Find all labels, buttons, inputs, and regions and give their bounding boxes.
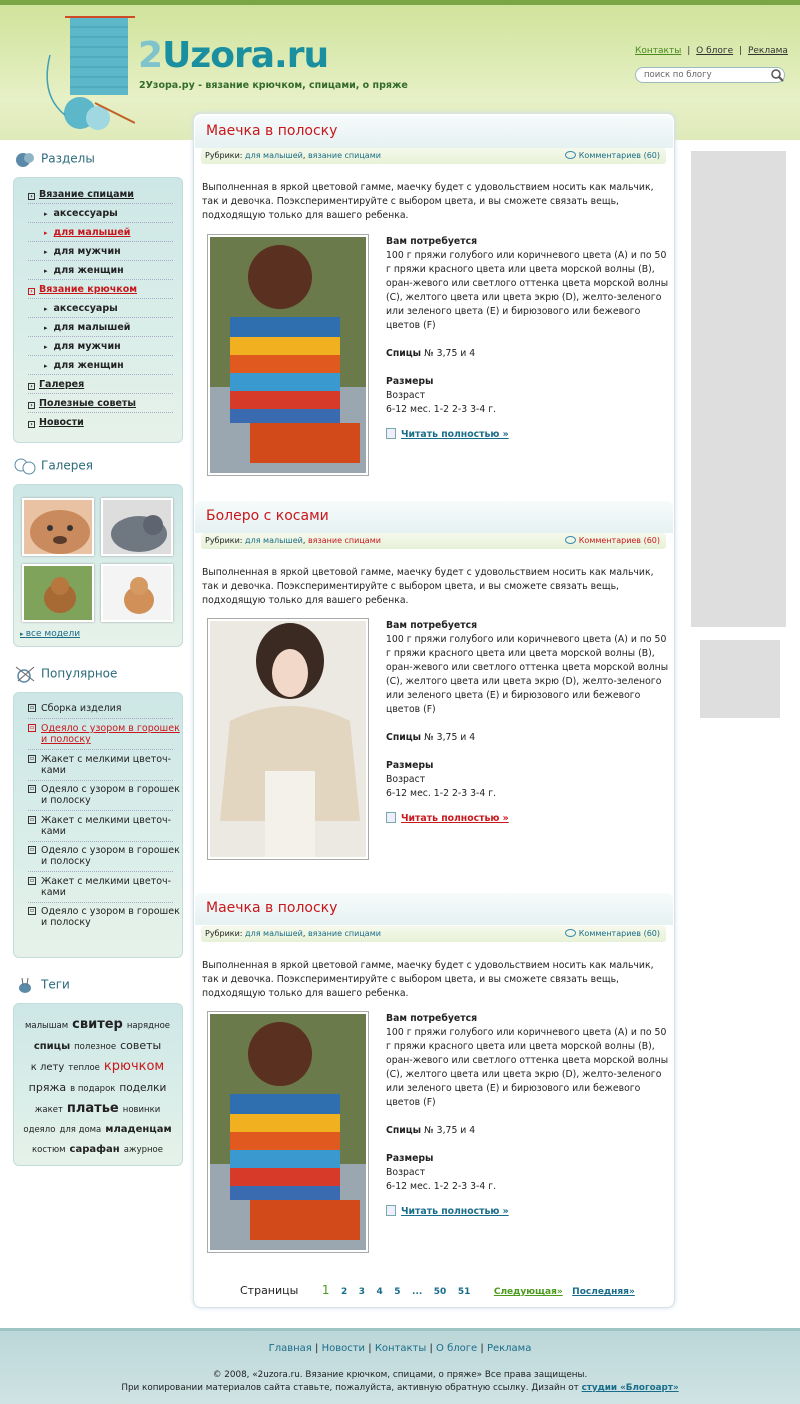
document-icon <box>386 428 396 439</box>
copy-notice: При копировании материалов сайта ставьте, пожалуйста, активную обратную ссылку. Дизайн от <box>121 1383 579 1393</box>
age-label: Возраст <box>386 1167 426 1178</box>
read-more-label: Читать полностью » <box>401 1206 509 1217</box>
post-requirements <box>386 1012 671 1194</box>
footer-link-news[interactable]: Новости <box>321 1343 366 1354</box>
studio-link[interactable]: студии «Блогоарт» <box>581 1383 679 1393</box>
last-page-link[interactable]: Последняя» <box>572 1287 635 1297</box>
sizes-value: 6-12 мес. 1-2 2-3 3-4 г. <box>386 1181 497 1192</box>
contacts-link[interactable]: Контакты <box>635 46 682 56</box>
tag[interactable]: для дома <box>59 1125 102 1135</box>
popular-item[interactable] <box>29 906 186 928</box>
comment-bubble-icon <box>565 151 576 159</box>
top-links <box>635 46 788 56</box>
nav-sub-label: аксессуары <box>53 303 118 314</box>
bolero-photo <box>210 621 366 857</box>
divider <box>28 412 173 413</box>
post-title[interactable]: Болеро с косами <box>206 508 329 524</box>
sizes-title: Размеры <box>386 1153 434 1164</box>
link-separator: | <box>739 46 743 56</box>
post-description: Выполненная в яркой цветовой гамме, маечку будет с удовольствием носить как мальчик, так и девочка. Поэкспериментируйте с выбором цвета, и вы сможете связать вещь, подходящую только для вашего ребенка. <box>202 182 654 221</box>
comment-bubble-icon <box>565 929 576 937</box>
tag[interactable]: спицы <box>33 1041 71 1052</box>
post-image[interactable] <box>207 618 369 860</box>
tag[interactable]: советы <box>120 1039 162 1052</box>
nav-sub-label: для мужчин <box>53 246 121 257</box>
link-separator: | <box>429 1343 433 1354</box>
needles-label: Спицы <box>386 1125 422 1136</box>
read-more-link[interactable] <box>386 428 509 440</box>
arrow-icon: ▸ <box>44 343 48 351</box>
expand-icon: › <box>28 383 35 390</box>
current-page: 1 <box>321 1283 330 1297</box>
tag[interactable]: свитер <box>72 1017 123 1032</box>
divider <box>28 810 173 811</box>
divider <box>28 393 173 394</box>
popular-item-label: Одеяло с узором в горошек и полоску <box>41 845 180 867</box>
divider <box>28 355 173 356</box>
popular-item[interactable] <box>29 784 186 806</box>
sizes-title: Размеры <box>386 760 434 771</box>
nav-knitting-label: Вязание спицами <box>39 189 134 200</box>
tag[interactable]: пряжа <box>28 1081 67 1094</box>
gallery-thumb[interactable] <box>22 564 94 622</box>
arrow-icon: ▸ <box>44 362 48 370</box>
divider <box>28 317 173 318</box>
comments-link[interactable] <box>565 929 660 938</box>
nav-sub-label: аксессуары <box>53 208 118 219</box>
sections-title: Разделы <box>41 151 95 166</box>
nav-news[interactable] <box>28 417 84 428</box>
nav-knitting[interactable] <box>28 189 134 200</box>
arrow-icon: ▸ <box>44 248 48 256</box>
page-link[interactable]: 3 <box>358 1287 365 1297</box>
category-link[interactable]: для малышей <box>245 151 303 160</box>
pagination <box>240 1283 635 1297</box>
popular-item-label: Одеяло с узором в горошек и полоску <box>41 784 180 806</box>
post-categories: Рубрики: для малышей, вязание спицами Комментариев (60) <box>201 926 666 942</box>
site-logo[interactable] <box>138 35 328 76</box>
nav-knitting-accessories[interactable] <box>44 208 118 219</box>
divider <box>28 260 173 261</box>
age-label: Возраст <box>386 390 426 401</box>
gallery-title: Галерея <box>41 458 93 473</box>
arrow-icon: ▸ <box>44 305 48 313</box>
popular-item-label: Одеяло с узором в горошек и полоску <box>41 906 180 928</box>
arrow-icon: ▸ <box>44 229 48 237</box>
link-separator: | <box>480 1343 484 1354</box>
tag[interactable]: крючком <box>103 1059 165 1074</box>
ad-banner[interactable] <box>691 151 786 627</box>
tag[interactable]: малышам <box>24 1021 69 1031</box>
bullet-icon: ▫ <box>29 704 35 711</box>
link-separator: | <box>687 46 691 56</box>
arrow-icon: ▸ <box>44 210 48 218</box>
copyright-text: © 2008, «2uzora.ru. Вязание крючком, спицами, о пряже» Все права защищены. <box>212 1370 588 1380</box>
bullet-icon: ▫ <box>29 907 35 914</box>
comments-label: Комментариев (60) <box>578 929 660 938</box>
sections-heading <box>14 150 95 168</box>
bullet-icon: ▫ <box>29 877 35 884</box>
gallery-thumb[interactable] <box>101 564 173 622</box>
comments-link[interactable] <box>565 151 660 160</box>
divider <box>28 374 173 375</box>
site-footer <box>0 1328 800 1404</box>
tag[interactable]: нарядное <box>126 1021 170 1031</box>
read-more-label: Читать полностью » <box>401 813 509 824</box>
divider <box>28 336 173 337</box>
tag[interactable]: младенцам <box>105 1124 172 1135</box>
popular-title: Популярное <box>41 666 118 681</box>
gallery-thumb[interactable] <box>101 498 173 556</box>
tag[interactable]: сарафан <box>69 1144 120 1155</box>
post-categories: Рубрики: для малышей, вязание спицами Комментариев (60) <box>201 533 666 549</box>
nav-sub-label: для мужчин <box>53 341 121 352</box>
requirements-text: 100 г пряжи голубого или коричневого цвета (А) и по 50 г пряжи красного цвета или цвета морской волны (В), оран-жевого или светлого оттенка цвета морской волны (С), желтого цвета или цвета экрю (D), желто-зеленого или зеленого цвета (Е) и бирюзового или бежевого цветов (F) <box>386 1027 669 1108</box>
expand-icon: › <box>28 402 35 409</box>
page-link[interactable]: 50 <box>433 1287 447 1297</box>
divider <box>28 718 173 719</box>
sizes-value: 6-12 мес. 1-2 2-3 3-4 г. <box>386 788 497 799</box>
category-link[interactable]: вязание спицами <box>307 536 381 545</box>
gallery-all-link[interactable]: ▸ все модели <box>20 629 81 639</box>
needles-label: Спицы <box>386 732 422 743</box>
footer-link-contacts[interactable]: Контакты <box>374 1343 427 1354</box>
requirements-text: 100 г пряжи голубого или коричневого цвета (А) и по 50 г пряжи красного цвета или цвета морской волны (В), оран-жевого или светлого оттенка цвета морской волны (С), желтого цвета или цвета экрю (D), желто-зеленого или зеленого цвета (Е) и бирюзового или бежевого цветов (F) <box>386 634 669 715</box>
bullet-icon: ▫ <box>29 755 35 762</box>
age-label: Возраст <box>386 774 426 785</box>
post-image[interactable] <box>207 234 369 476</box>
post-categories: Рубрики: для малышей, вязание спицами Комментариев (60) <box>201 148 666 164</box>
needles-value: № 3,75 и 4 <box>424 348 476 359</box>
categories-label: Рубрики: <box>205 536 243 545</box>
nav-gallery[interactable] <box>28 379 84 390</box>
about-link[interactable]: О блоге <box>696 46 734 56</box>
divider <box>28 203 173 204</box>
tag[interactable]: теплое <box>68 1063 100 1073</box>
bullet-icon: ▫ <box>29 724 35 731</box>
requirements-title: Вам потребуется <box>386 1013 478 1024</box>
read-more-link[interactable] <box>386 812 509 824</box>
post-description: Выполненная в яркой цветовой гамме, маечку будет с удовольствием носить как мальчик, так и девочка. Поэкспериментируйте с выбором цвета, и вы сможете связать вещь, подходящую только для вашего ребенка. <box>202 960 654 999</box>
sizes-value: 6-12 мес. 1-2 2-3 3-4 г. <box>386 404 497 415</box>
expand-icon: › <box>28 193 35 200</box>
read-more-link[interactable] <box>386 1205 509 1217</box>
category-link[interactable]: вязание спицами <box>307 151 381 160</box>
knitting-logo-icon <box>40 15 135 135</box>
tag[interactable]: новинки <box>122 1105 161 1115</box>
gallery-thumb[interactable] <box>22 498 94 556</box>
tag[interactable]: жакет <box>34 1105 63 1115</box>
footer-link-home[interactable]: Главная <box>268 1343 312 1354</box>
post-title[interactable]: Маечка в полоску <box>206 900 338 916</box>
nav-crochet-women[interactable] <box>44 360 124 371</box>
divider <box>28 298 173 299</box>
sizes-title: Размеры <box>386 376 434 387</box>
link-separator: | <box>315 1343 319 1354</box>
divider <box>28 871 173 872</box>
comments-label: Комментариев (60) <box>578 151 660 160</box>
needles-label: Спицы <box>386 348 422 359</box>
tags-heading <box>14 976 70 994</box>
post-image[interactable] <box>207 1011 369 1253</box>
categories-label: Рубрики: <box>205 929 243 938</box>
site-tagline: 2Узора.ру - вязание крючком, спицами, о пряже <box>139 80 408 91</box>
popular-item-label: Сборка изделия <box>41 703 122 714</box>
post-requirements <box>386 619 671 801</box>
popular-item[interactable] <box>29 845 186 867</box>
nav-gallery-label: Галерея <box>39 379 85 390</box>
pincushion-icon <box>14 976 36 994</box>
tag[interactable]: поделки <box>119 1082 167 1094</box>
divider <box>28 780 173 781</box>
popular-item-label: Одеяло с узором в горошек и полоску <box>41 723 180 745</box>
arrow-icon: ▸ <box>44 324 48 332</box>
footer-nav <box>0 1343 800 1354</box>
tags-title: Теги <box>41 977 70 992</box>
popular-heading <box>14 665 117 683</box>
requirements-title: Вам потребуется <box>386 620 478 631</box>
nav-sub-label: для женщин <box>53 265 124 276</box>
footer-link-ads[interactable]: Реклама <box>486 1343 532 1354</box>
post-description: Выполненная в яркой цветовой гамме, маечку будет с удовольствием носить как мальчик, так и девочка. Поэкспериментируйте с выбором цвета, и вы сможете связать вещь, подходящую только для вашего ребенка. <box>202 567 654 606</box>
divider <box>28 222 173 223</box>
nav-crochet[interactable] <box>28 284 137 295</box>
divider <box>28 841 173 842</box>
document-icon <box>386 1205 396 1216</box>
footer-link-about[interactable]: О блоге <box>436 1343 478 1354</box>
bullet-icon: ▫ <box>29 846 35 853</box>
nav-crochet-label: Вязание крючком <box>39 284 137 295</box>
requirements-text: 100 г пряжи голубого или коричневого цвета (А) и по 50 г пряжи красного цвета или цвета морской волны (В), оран-жевого или светлого оттенка цвета морской волны (С), желтого цвета или цвета экрю (D), желто-зеленого или зеленого цвета (Е) и бирюзового или бежевого цветов (F) <box>386 250 669 331</box>
document-icon <box>386 812 396 823</box>
divider <box>28 241 173 242</box>
copyright <box>0 1369 800 1395</box>
page-link[interactable]: 2 <box>340 1287 348 1297</box>
comment-bubble-icon <box>565 536 576 544</box>
page-link[interactable]: 51 <box>457 1287 471 1297</box>
tag[interactable]: ажурное <box>123 1145 163 1155</box>
search-input[interactable]: поиск по блогу <box>635 67 785 83</box>
yarn-icon <box>14 150 36 168</box>
requirements-title: Вам потребуется <box>386 236 478 247</box>
bullet-icon: ▫ <box>29 785 35 792</box>
category-link[interactable]: вязание спицами <box>307 929 381 938</box>
comments-label: Комментариев (60) <box>578 536 660 545</box>
nav-crochet-kids[interactable] <box>44 322 130 333</box>
popular-item-label: Жакет с мелкими цветоч-ками <box>41 815 172 837</box>
expand-icon: › <box>28 288 35 295</box>
page-ellipsis: ... <box>412 1287 423 1297</box>
tag[interactable]: костюм <box>32 1145 66 1155</box>
category-link[interactable]: для малышей <box>245 536 303 545</box>
search-icon[interactable] <box>770 68 784 82</box>
nav-knitting-women[interactable] <box>44 265 124 276</box>
divider <box>28 279 173 280</box>
striped-top-photo <box>210 237 366 473</box>
striped-top-photo <box>210 1014 366 1250</box>
bullet-icon: ▫ <box>29 816 35 823</box>
popular-item-label: Жакет с мелкими цветоч-ками <box>41 754 172 776</box>
popular-item[interactable] <box>29 754 186 776</box>
divider <box>28 902 173 903</box>
link-separator: | <box>368 1343 372 1354</box>
tag[interactable]: платье <box>66 1101 119 1116</box>
page-link[interactable]: 4 <box>376 1287 383 1297</box>
tag[interactable]: к лету <box>30 1062 65 1073</box>
popular-item[interactable] <box>29 703 186 714</box>
logo-name: Uzora.ru <box>162 35 329 76</box>
read-more-label: Читать полностью » <box>401 429 509 440</box>
nav-tips-label: Полезные советы <box>39 398 137 409</box>
tag[interactable]: в подарок <box>70 1084 116 1094</box>
comments-link[interactable] <box>565 536 660 545</box>
nav-crochet-men[interactable] <box>44 341 121 352</box>
buttons-icon <box>14 457 36 475</box>
ad-banner[interactable] <box>700 640 780 718</box>
arrow-icon: ▸ <box>44 267 48 275</box>
pagination-label: Страницы <box>240 1284 299 1297</box>
nav-news-label: Новости <box>39 417 84 428</box>
tag[interactable]: полезное <box>74 1042 117 1052</box>
popular-item-label: Жакет с мелкими цветоч-ками <box>41 876 172 898</box>
popular-item[interactable] <box>29 876 186 898</box>
nav-crochet-accessories[interactable] <box>44 303 118 314</box>
nav-knitting-kids[interactable] <box>44 227 130 238</box>
post-title[interactable]: Маечка в полоску <box>206 123 338 139</box>
gallery-heading <box>14 457 93 475</box>
divider <box>28 749 173 750</box>
expand-icon: › <box>28 421 35 428</box>
gallery-all-label: все модели <box>25 629 81 639</box>
logo-digit: 2 <box>138 35 163 76</box>
nav-sub-label: для малышей <box>53 322 131 333</box>
page-link[interactable]: 5 <box>394 1287 401 1297</box>
post-requirements <box>386 235 671 417</box>
next-page-link[interactable]: Следующая» <box>493 1287 563 1297</box>
nav-tips[interactable] <box>28 398 136 409</box>
categories-label: Рубрики: <box>205 151 243 160</box>
nav-knitting-men[interactable] <box>44 246 121 257</box>
popular-item[interactable] <box>29 815 186 837</box>
ads-link[interactable]: Реклама <box>747 46 788 56</box>
popular-item[interactable] <box>29 723 186 745</box>
category-link[interactable]: для малышей <box>245 929 303 938</box>
nav-sub-label: для женщин <box>53 360 124 371</box>
nav-sub-label: для малышей <box>53 227 131 238</box>
needles-value: № 3,75 и 4 <box>424 1125 476 1136</box>
tag-cloud <box>15 1015 180 1160</box>
yarn-needles-icon <box>14 665 36 683</box>
tag[interactable]: одеяло <box>23 1125 56 1135</box>
needles-value: № 3,75 и 4 <box>424 732 476 743</box>
